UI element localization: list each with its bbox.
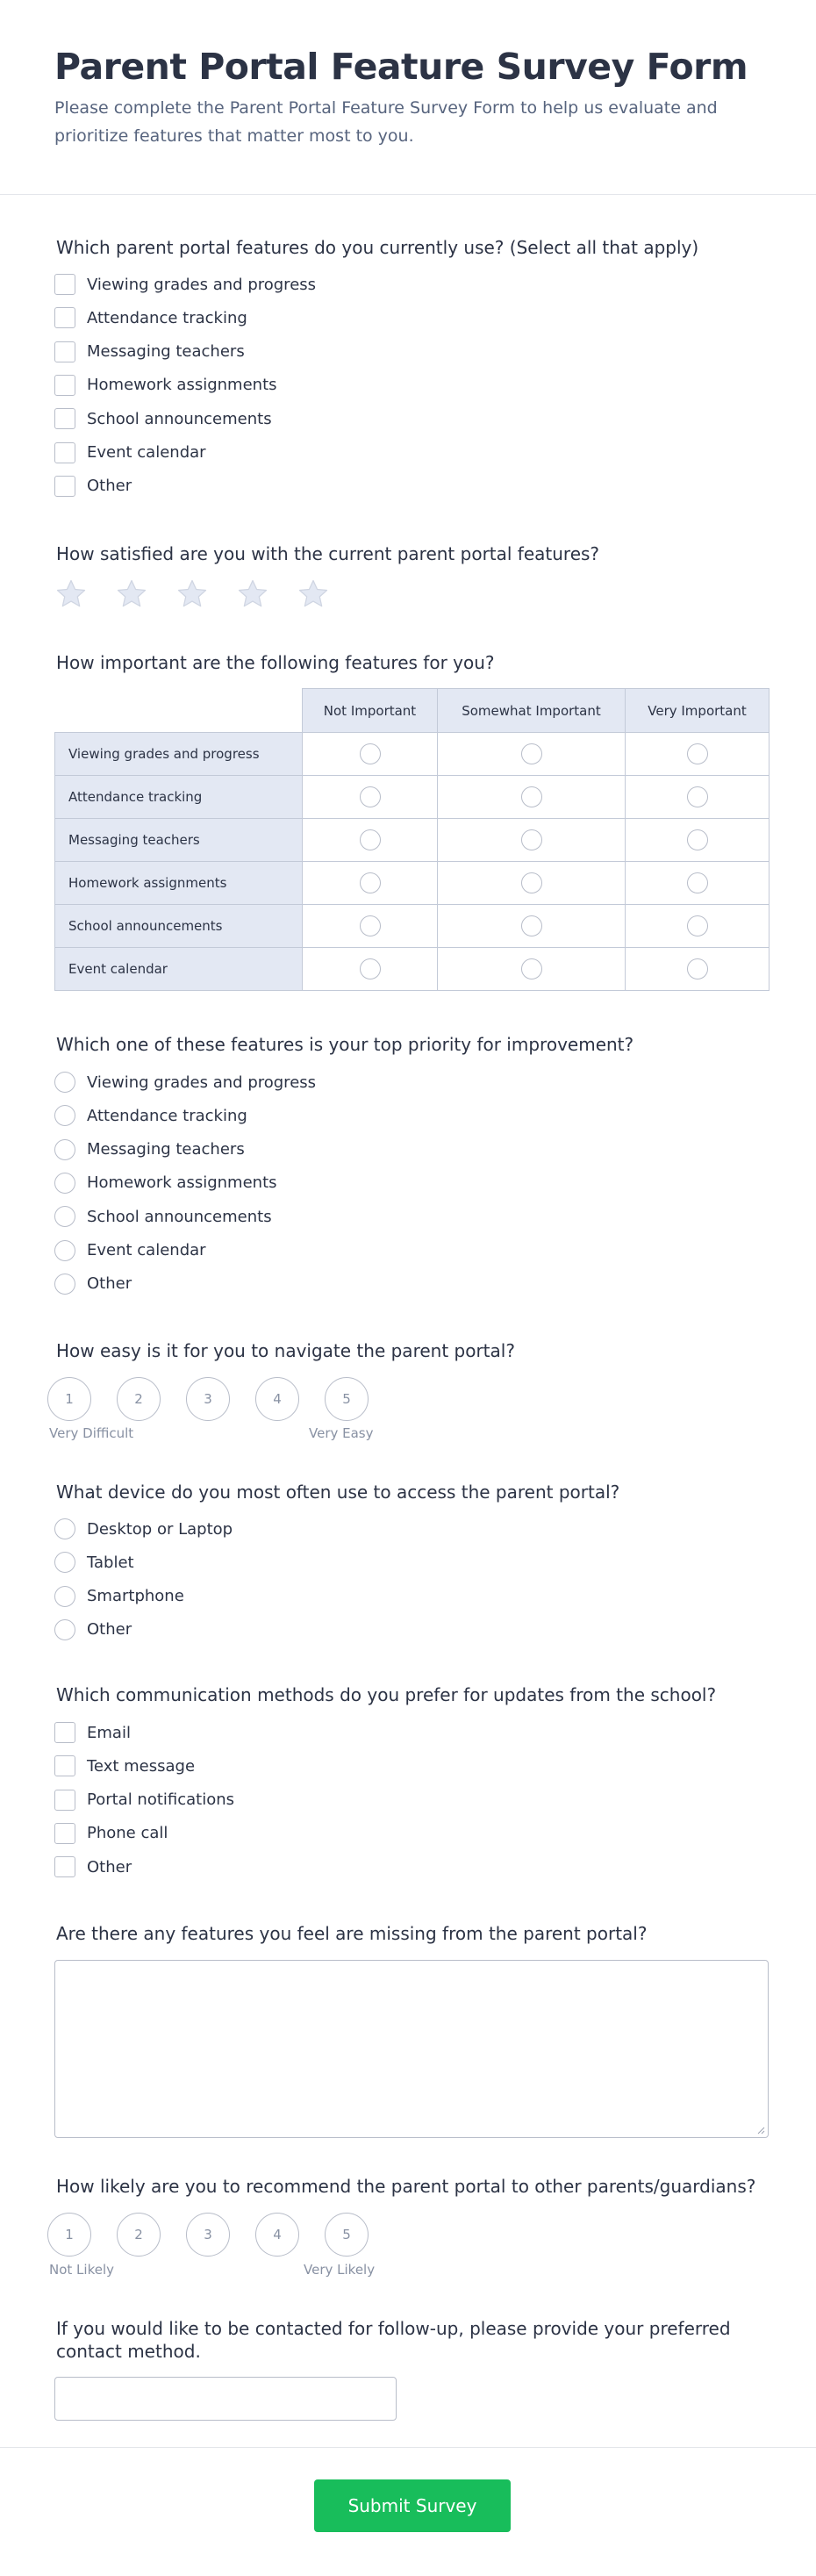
missing-features-textarea[interactable] [54, 1960, 769, 2138]
device-option[interactable] [54, 1585, 184, 1608]
communication-option[interactable] [54, 1855, 132, 1878]
matrix-row [55, 819, 769, 862]
star-icon[interactable] [115, 578, 148, 611]
matrix-column-header: Not Important [303, 689, 438, 733]
current-feature-option[interactable] [54, 341, 245, 363]
radio-button[interactable] [54, 1173, 75, 1194]
star-icon[interactable] [297, 578, 330, 611]
form-subtitle: Please complete the Parent Portal Feature Survey Form to help us evaluate and prioritize features that matter most to you. [54, 98, 718, 146]
top-priority-option-label: Messaging teachers [87, 1140, 245, 1159]
radio-button[interactable] [687, 743, 708, 764]
checkbox[interactable] [54, 476, 75, 497]
question-communication-methods: Which communication methods do you prefer for updates from the school? [56, 1684, 717, 1705]
satisfaction-star-rating [54, 578, 357, 611]
radio-button[interactable] [360, 786, 381, 807]
radio-button[interactable] [521, 743, 542, 764]
communication-option[interactable] [54, 1721, 131, 1744]
radio-button[interactable] [360, 958, 381, 979]
question-feature-importance: How important are the following features for you? [56, 652, 495, 673]
communication-option[interactable] [54, 1789, 234, 1812]
top-priority-option-label: Event calendar [87, 1241, 206, 1259]
radio-button[interactable] [54, 1139, 75, 1160]
radio-button[interactable] [687, 915, 708, 936]
recommend-scale-option[interactable]: 2 [117, 2213, 161, 2257]
recommend-high-label: Very Likely [304, 2262, 376, 2278]
question-recommend: How likely are you to recommend the parent portal to other parents/guardians? [56, 2176, 756, 2197]
matrix-row [55, 905, 769, 948]
radio-button[interactable] [54, 1619, 75, 1640]
current-feature-option[interactable] [54, 306, 247, 329]
checkbox[interactable] [54, 442, 75, 463]
radio-button[interactable] [521, 786, 542, 807]
matrix-row-label: Homework assignments [55, 862, 303, 905]
star-icon[interactable] [175, 578, 209, 611]
radio-button[interactable] [360, 915, 381, 936]
radio-button[interactable] [521, 829, 542, 850]
star-icon[interactable] [236, 578, 269, 611]
question-top-priority: Which one of these features is your top priority for improvement? [56, 1034, 634, 1055]
recommend-scale-option[interactable]: 4 [255, 2213, 299, 2257]
top-priority-option[interactable] [54, 1071, 316, 1094]
matrix-cell [438, 948, 626, 991]
matrix-row [55, 862, 769, 905]
matrix-cell [438, 776, 626, 819]
recommend-scale-option[interactable]: 3 [186, 2213, 230, 2257]
matrix-row [55, 948, 769, 991]
matrix-cell [303, 948, 438, 991]
ease-scale-option[interactable]: 2 [117, 1377, 161, 1421]
matrix-corner [55, 689, 303, 733]
matrix-row-label: Messaging teachers [55, 819, 303, 862]
matrix-cell [626, 776, 769, 819]
matrix-row-label: School announcements [55, 905, 303, 948]
matrix-row [55, 733, 769, 776]
communication-option[interactable] [54, 1754, 195, 1777]
radio-button[interactable] [54, 1240, 75, 1261]
current-feature-option[interactable] [54, 407, 272, 430]
top-priority-option[interactable] [54, 1273, 132, 1295]
matrix-row-label: Event calendar [55, 948, 303, 991]
radio-button[interactable] [687, 958, 708, 979]
form-header [0, 0, 816, 195]
radio-button[interactable] [360, 829, 381, 850]
question-ease-of-navigation: How easy is it for you to navigate the parent portal? [56, 1340, 515, 1361]
ease-scale-option[interactable]: 4 [255, 1377, 299, 1421]
device-option-label: Smartphone [87, 1587, 184, 1606]
star-icon[interactable] [54, 578, 88, 611]
device-option[interactable] [54, 1618, 132, 1641]
question-missing-features: Are there any features you feel are missing from the parent portal? [56, 1923, 648, 1944]
matrix-row-label: Viewing grades and progress [55, 733, 303, 776]
radio-button[interactable] [54, 1274, 75, 1295]
current-feature-option-label: Other [87, 477, 132, 496]
checkbox[interactable] [54, 1790, 75, 1811]
matrix-row [55, 776, 769, 819]
matrix-cell [303, 733, 438, 776]
submit-button[interactable]: Submit Survey [314, 2479, 511, 2532]
ease-low-label: Very Difficult [49, 1425, 134, 1441]
ease-scale [47, 1377, 394, 1421]
question-contact-method: If you would like to be contacted for follow-up, please provide your preferred contact method. [56, 2318, 731, 2362]
recommend-scale-option[interactable]: 1 [47, 2213, 91, 2257]
top-priority-option-label: School announcements [87, 1207, 272, 1226]
recommend-scale [47, 2213, 394, 2257]
matrix-cell [626, 819, 769, 862]
matrix-cell [438, 733, 626, 776]
radio-button[interactable] [687, 786, 708, 807]
radio-button[interactable] [521, 872, 542, 893]
current-feature-option[interactable] [54, 441, 206, 464]
matrix-cell [626, 862, 769, 905]
communication-option-label: Portal notifications [87, 1790, 235, 1810]
checkbox[interactable] [54, 1722, 75, 1743]
question-device: What device do you most often use to access the parent portal? [56, 1482, 620, 1503]
checkbox[interactable] [54, 375, 75, 396]
radio-button[interactable] [521, 958, 542, 979]
communication-option-label: Text message [87, 1756, 196, 1776]
current-feature-option[interactable] [54, 273, 316, 296]
current-feature-option-label: Event calendar [87, 443, 206, 462]
current-feature-option[interactable] [54, 374, 277, 397]
radio-button[interactable] [54, 1586, 75, 1607]
device-option-label: Desktop or Laptop [87, 1519, 233, 1539]
matrix-cell [626, 733, 769, 776]
current-feature-option-label: School announcements [87, 409, 272, 428]
top-priority-option[interactable] [54, 1239, 206, 1262]
radio-button[interactable] [360, 872, 381, 893]
matrix-cell [438, 819, 626, 862]
current-feature-option-label: Attendance tracking [87, 308, 247, 327]
current-feature-option-label: Viewing grades and progress [87, 275, 317, 294]
ease-scale-option[interactable]: 3 [186, 1377, 230, 1421]
current-feature-option[interactable] [54, 475, 132, 498]
checkbox[interactable] [54, 307, 75, 328]
communication-option-label: Email [87, 1723, 131, 1742]
form-title: Parent Portal Feature Survey Form [54, 46, 748, 88]
top-priority-option[interactable] [54, 1104, 247, 1127]
top-priority-option-label: Other [87, 1274, 132, 1294]
importance-matrix [54, 688, 769, 991]
matrix-cell [626, 905, 769, 948]
top-priority-option-label: Attendance tracking [87, 1106, 247, 1125]
radio-button[interactable] [54, 1072, 75, 1093]
current-feature-option-label: Homework assignments [87, 376, 277, 395]
top-priority-option-label: Viewing grades and progress [87, 1073, 317, 1092]
matrix-cell [303, 862, 438, 905]
checkbox[interactable] [54, 1856, 75, 1877]
radio-button[interactable] [687, 872, 708, 893]
device-option[interactable] [54, 1551, 134, 1574]
checkbox[interactable] [54, 1755, 75, 1776]
device-option-label: Other [87, 1620, 132, 1640]
matrix-column-header: Very Important [626, 689, 769, 733]
matrix-cell [303, 776, 438, 819]
radio-button[interactable] [521, 915, 542, 936]
resize-grip-icon[interactable] [756, 2126, 765, 2135]
ease-high-label: Very Easy [309, 1425, 374, 1441]
communication-option[interactable] [54, 1822, 168, 1845]
question-current-features: Which parent portal features do you currently use? (Select all that apply) [56, 237, 699, 258]
radio-button[interactable] [54, 1206, 75, 1227]
ease-scale-option[interactable]: 1 [47, 1377, 91, 1421]
top-priority-option[interactable] [54, 1205, 272, 1228]
matrix-column-header: Somewhat Important [438, 689, 626, 733]
top-priority-option[interactable] [54, 1138, 245, 1161]
question-satisfaction: How satisfied are you with the current parent portal features? [56, 543, 600, 564]
communication-option-label: Phone call [87, 1824, 168, 1843]
ease-scale-option[interactable]: 5 [325, 1377, 369, 1421]
checkbox[interactable] [54, 1823, 75, 1844]
radio-button[interactable] [687, 829, 708, 850]
contact-method-input[interactable] [54, 2377, 397, 2421]
communication-option-label: Other [87, 1857, 132, 1876]
device-option-label: Tablet [87, 1553, 134, 1572]
checkbox[interactable] [54, 408, 75, 429]
matrix-cell [438, 862, 626, 905]
matrix-cell [438, 905, 626, 948]
top-priority-option-label: Homework assignments [87, 1173, 277, 1193]
matrix-cell [626, 948, 769, 991]
checkbox[interactable] [54, 341, 75, 362]
top-priority-option[interactable] [54, 1172, 277, 1195]
current-feature-option-label: Messaging teachers [87, 342, 245, 362]
footer-divider [0, 2447, 816, 2448]
checkbox[interactable] [54, 274, 75, 295]
radio-button[interactable] [360, 743, 381, 764]
matrix-row-label: Attendance tracking [55, 776, 303, 819]
recommend-scale-option[interactable]: 5 [325, 2213, 369, 2257]
matrix-cell [303, 905, 438, 948]
radio-button[interactable] [54, 1552, 75, 1573]
radio-button[interactable] [54, 1105, 75, 1126]
recommend-low-label: Not Likely [49, 2262, 114, 2278]
radio-button[interactable] [54, 1518, 75, 1539]
matrix-cell [303, 819, 438, 862]
device-option[interactable] [54, 1518, 233, 1540]
